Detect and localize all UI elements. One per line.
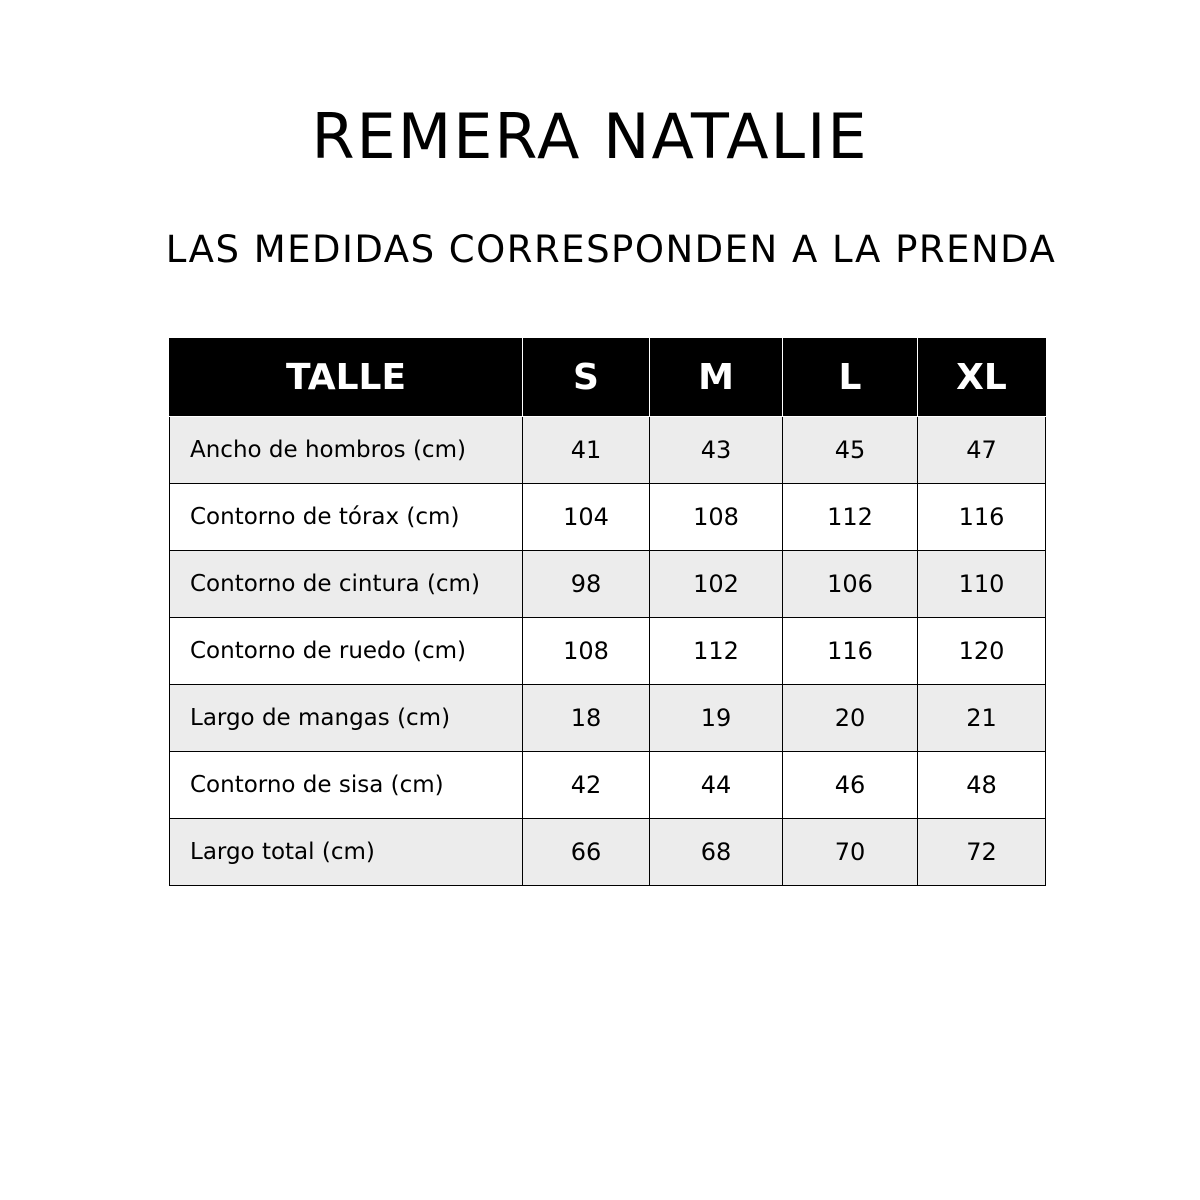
row-label: Largo total (cm)	[170, 819, 523, 886]
header-size-s: S	[523, 339, 650, 417]
cell-l: 106	[783, 551, 918, 618]
cell-m: 112	[650, 618, 783, 685]
table-row-contorno-de-cintura	[170, 551, 1046, 618]
header-size-m: M	[650, 339, 783, 417]
cell-xl: 116	[918, 484, 1046, 551]
row-label: Ancho de hombros (cm)	[170, 417, 523, 484]
cell-l: 116	[783, 618, 918, 685]
header-size-xl: XL	[918, 339, 1046, 417]
cell-m: 43	[650, 417, 783, 484]
row-label: Contorno de sisa (cm)	[170, 752, 523, 819]
page-title: REMERA NATALIE	[311, 100, 869, 173]
cell-xl: 120	[918, 618, 1046, 685]
cell-m: 44	[650, 752, 783, 819]
cell-xl: 47	[918, 417, 1046, 484]
row-label: Contorno de tórax (cm)	[170, 484, 523, 551]
cell-m: 19	[650, 685, 783, 752]
cell-l: 70	[783, 819, 918, 886]
cell-m: 102	[650, 551, 783, 618]
cell-s: 108	[523, 618, 650, 685]
cell-m: 108	[650, 484, 783, 551]
table-row-ancho-de-hombros	[170, 417, 1046, 484]
cell-s: 18	[523, 685, 650, 752]
row-label: Contorno de ruedo (cm)	[170, 618, 523, 685]
row-label: Largo de mangas (cm)	[170, 685, 523, 752]
size-chart-table	[169, 338, 1046, 886]
cell-l: 112	[783, 484, 918, 551]
cell-s: 104	[523, 484, 650, 551]
cell-l: 45	[783, 417, 918, 484]
table-row-contorno-de-sisa	[170, 752, 1046, 819]
cell-l: 20	[783, 685, 918, 752]
header-size-l: L	[783, 339, 918, 417]
cell-xl: 21	[918, 685, 1046, 752]
cell-s: 98	[523, 551, 650, 618]
table-row-largo-de-mangas	[170, 685, 1046, 752]
page-subtitle: LAS MEDIDAS CORRESPONDEN A LA PRENDA	[165, 228, 1057, 271]
table-row-contorno-de-torax	[170, 484, 1046, 551]
table-row-largo-total	[170, 819, 1046, 886]
cell-l: 46	[783, 752, 918, 819]
cell-s: 42	[523, 752, 650, 819]
cell-xl: 72	[918, 819, 1046, 886]
cell-xl: 48	[918, 752, 1046, 819]
row-label: Contorno de cintura (cm)	[170, 551, 523, 618]
table-header-row	[170, 339, 1046, 417]
header-talle: TALLE	[170, 339, 523, 417]
cell-xl: 110	[918, 551, 1046, 618]
cell-m: 68	[650, 819, 783, 886]
cell-s: 66	[523, 819, 650, 886]
table-row-contorno-de-ruedo	[170, 618, 1046, 685]
cell-s: 41	[523, 417, 650, 484]
